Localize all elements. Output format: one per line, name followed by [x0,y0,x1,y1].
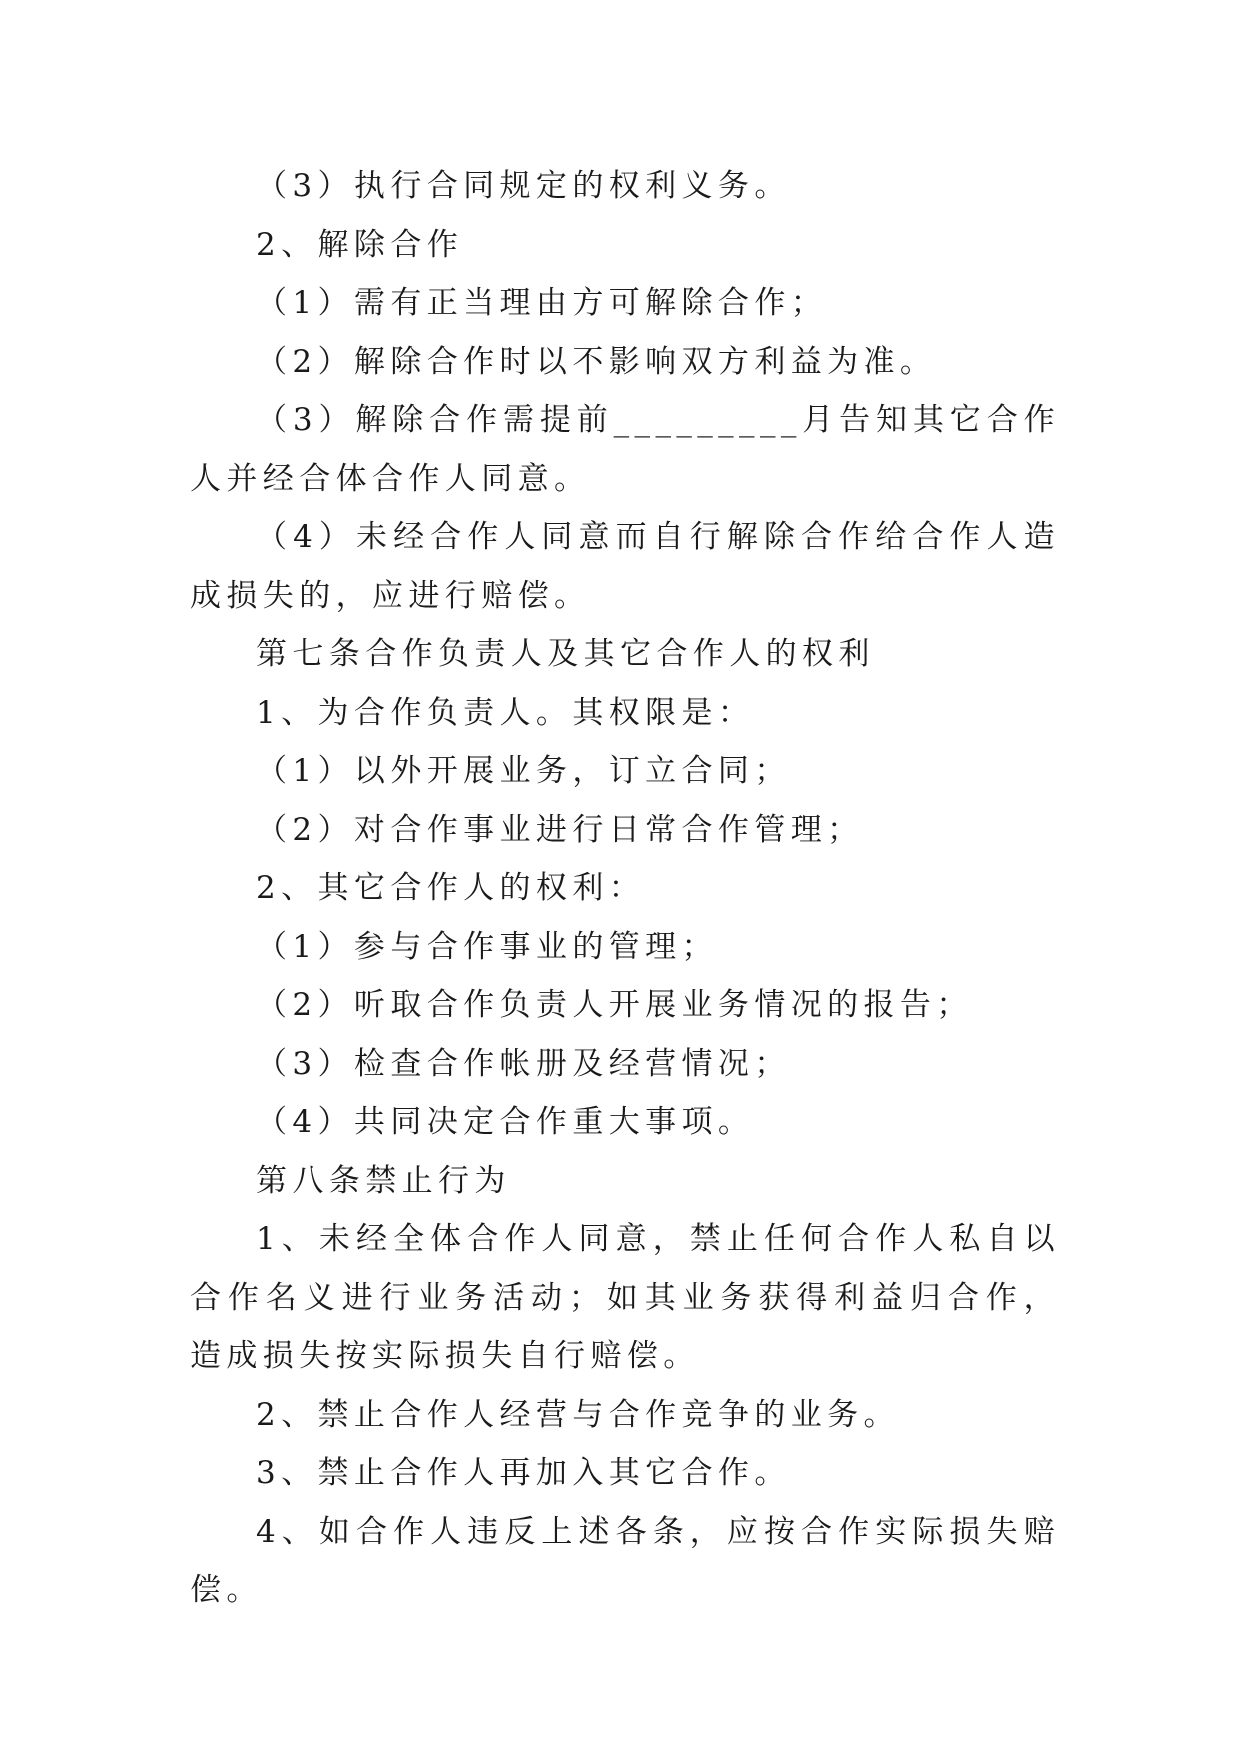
paragraph: 第八条禁止行为 [256,1162,511,1199]
paragraph: 1、为合作负责人。其权限是： [256,694,755,731]
paragraph: （1）以外开展业务，订立合同； [256,753,791,789]
paragraph: 2、禁止合作人经营与合作竞争的业务。 [256,1396,900,1433]
paragraph: 1、未经全体合作人同意，禁止任何合作人私自以合作名义进行业务活动；如其业务获得利益归合作，造成损失按实际损失自行赔偿。 [190,1221,1060,1374]
paragraph: （3）解除合作需提前_________月告知其它合作人并经合体合作人同意。 [190,402,1060,497]
paragraph: 2、其它合作人的权利： [256,870,646,906]
document-body [190,157,1060,1620]
paragraph: （3）检查合作帐册及经营情况； [256,1045,791,1082]
paragraph: （4）未经合作人同意而自行解除合作给合作人造成损失的，应进行赔偿。 [190,519,1060,614]
paragraph: （3）执行合同规定的权利义务。 [256,168,791,204]
paragraph: （2）解除合作时以不影响双方利益为准。 [256,343,937,380]
paragraph: （1）参与合作事业的管理； [256,928,718,965]
paragraph: （2）听取合作负责人开展业务情况的报告； [256,987,973,1023]
paragraph: 3、禁止合作人再加入其它合作。 [256,1455,791,1491]
paragraph: （1）需有正当理由方可解除合作； [256,285,828,321]
paragraph: （4）共同决定合作重大事项。 [256,1104,755,1140]
paragraph: 2、解除合作 [256,226,464,263]
paragraph: （2）对合作事业进行日常合作管理； [256,811,864,848]
paragraph: 第七条合作负责人及其它合作人的权利 [256,636,875,672]
paragraph: 4、如合作人违反上述各条，应按合作实际损失赔偿。 [190,1513,1060,1608]
